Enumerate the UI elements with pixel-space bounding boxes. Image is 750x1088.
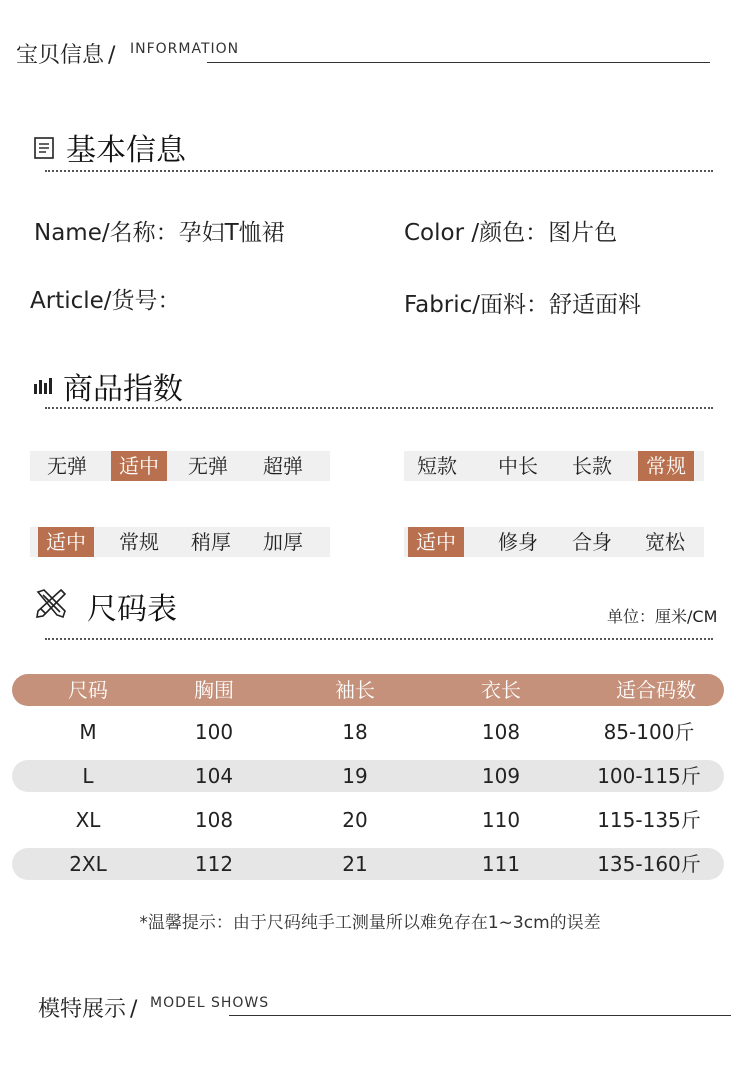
index-option: 宽松 [645,530,685,554]
size-cell: L [82,764,94,788]
index-option: 合身 [572,530,612,554]
footer-rule [229,1015,731,1016]
basic-info-divider [45,170,713,172]
header-title-cn: 宝贝信息 [16,43,105,68]
index-option-selected: 适中 [111,451,167,481]
ruler-pencil-icon [34,586,68,620]
index-option: 短款 [417,454,457,478]
index-option: 常规 [119,530,159,554]
index-option-selected: 常规 [638,451,694,481]
size-header-cell: 衣长 [481,678,521,702]
size-unit-label: 单位：厘米/CM [607,607,718,626]
size-header-cell: 适合码数 [616,678,696,702]
size-cell: 20 [342,808,368,832]
size-cell: XL [75,808,101,832]
size-cell: 111 [481,852,521,876]
size-table-title: 尺码表 [87,592,177,627]
index-divider [45,407,713,409]
size-cell: 135-160斤 [597,852,701,876]
size-table-divider [45,638,713,640]
size-header-cell: 胸围 [194,678,234,702]
index-option: 修身 [498,530,538,554]
index-option: 中长 [498,454,538,478]
size-table-row [12,716,724,748]
index-title: 商品指数 [63,372,183,407]
index-option: 加厚 [263,530,303,554]
index-group-fit [404,527,704,557]
header-slash: / [108,43,116,68]
size-cell: 18 [342,720,368,744]
field-name: Name/名称：孕妇T恤裙 [34,220,285,246]
size-table-row [12,760,724,792]
size-table-row [12,804,724,836]
footer-slash: / [130,997,138,1022]
index-option: 无弹 [47,454,87,478]
size-cell: 112 [194,852,234,876]
section-header-model-shows [38,992,137,1022]
size-table-row [12,848,724,880]
size-cell: 21 [342,852,368,876]
size-cell: 19 [342,764,368,788]
index-option: 无弹 [188,454,228,478]
section-header-information [16,38,716,68]
index-group-thickness [30,527,330,557]
size-cell: 2XL [69,852,107,876]
document-list-icon [34,137,54,159]
size-header-cell: 尺码 [68,678,108,702]
header-rule [207,62,710,63]
index-option: 超弹 [263,454,303,478]
size-cell: M [79,720,97,744]
index-option: 长款 [572,454,612,478]
header-title-en: INFORMATION [130,41,240,57]
field-article: Article/货号： [30,288,181,314]
field-fabric: Fabric/面料：舒适面料 [404,292,642,318]
size-cell: 109 [481,764,521,788]
bar-chart-icon [34,376,52,394]
index-group-length [404,451,704,481]
index-option: 稍厚 [191,530,231,554]
size-cell: 108 [194,808,234,832]
size-header-cell: 袖长 [335,678,375,702]
size-table-header [12,674,724,706]
footer-title-cn: 模特展示 [38,997,127,1022]
size-cell: 100-115斤 [597,764,701,788]
index-option-selected: 适中 [408,527,464,557]
size-cell: 115-135斤 [597,808,701,832]
field-color: Color /颜色：图片色 [404,220,618,246]
size-cell: 104 [194,764,234,788]
size-cell: 108 [481,720,521,744]
footer-title-en: MODEL SHOWS [150,995,270,1011]
size-cell: 110 [481,808,521,832]
index-option-selected: 适中 [38,527,94,557]
size-cell: 100 [194,720,234,744]
index-group-elasticity [30,451,330,481]
size-cell: 85-100斤 [603,720,695,744]
size-note: *温馨提示：由于尺码纯手工测量所以难免存在1~3cm的误差 [139,913,601,933]
basic-info-title: 基本信息 [66,133,186,168]
